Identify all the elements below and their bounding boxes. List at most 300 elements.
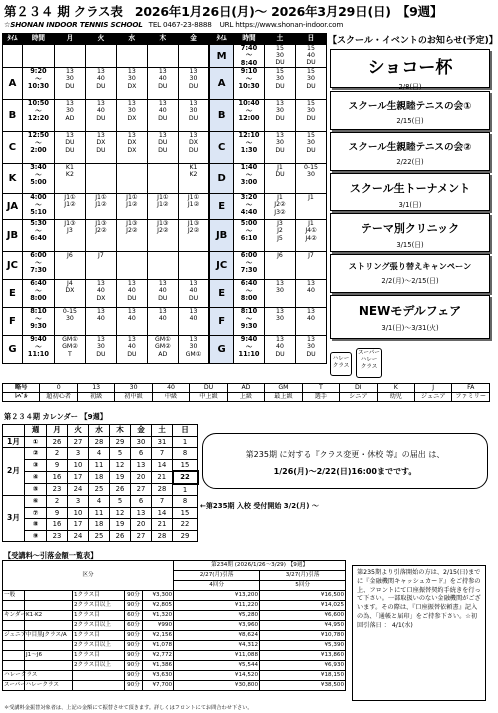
schedule-cell[interactable]: J7 xyxy=(295,252,326,280)
schedule-time-code: G xyxy=(209,336,233,364)
legend-code: GM xyxy=(265,384,302,393)
calendar-day: 1 xyxy=(173,484,198,496)
schedule-header-cell: 金 xyxy=(178,34,209,45)
news-item[interactable] xyxy=(330,295,490,339)
school-name xyxy=(4,20,343,29)
schedule-row xyxy=(3,68,327,100)
schedule-cell[interactable]: 15 30 DU xyxy=(264,68,295,100)
schedule-header-cell: ﾀｲﾑ xyxy=(209,34,233,45)
calendar-day: 8 xyxy=(173,496,198,508)
fee-cell: ¥3,300 xyxy=(143,591,174,601)
fee-cell: 60分 xyxy=(125,611,143,621)
schedule-time-code: F xyxy=(209,308,233,336)
legend-level: 上級 xyxy=(227,393,264,402)
calendar-day: 26 xyxy=(110,530,131,542)
fee-cell: ¥11,220 xyxy=(174,601,260,611)
fee-cell: ¥6,930 xyxy=(260,661,346,671)
schedule-cell[interactable] xyxy=(116,164,147,194)
super-halley-class-badge: スーパー ハレー クラス xyxy=(356,348,382,378)
schedule-cell[interactable]: J1① J1② xyxy=(85,194,116,220)
change-notice xyxy=(202,433,488,489)
fee-row xyxy=(3,641,346,651)
schedule-cell[interactable]: J1 J4① J4② xyxy=(295,220,326,252)
legend-code: K xyxy=(377,384,414,393)
schedule-header-cell: 時間 xyxy=(22,34,54,45)
calendar-day: 27 xyxy=(131,484,152,496)
schedule-cell[interactable]: 13 40 xyxy=(295,308,326,336)
entry-note: ←第235期 入校 受付開始 3/2(月) ～ xyxy=(200,502,319,510)
calendar-header-cell: 水 xyxy=(89,425,110,437)
schedule-header-row xyxy=(3,34,327,45)
schedule-header-cell: 木 xyxy=(147,34,178,45)
schedule-time: 8:10 ～ 9:30 xyxy=(234,308,265,336)
schedule-row xyxy=(3,194,327,220)
legend-level: 中級 xyxy=(152,393,189,402)
schedule-time: 9:40 ～ 11:10 xyxy=(22,336,54,364)
calendar-header-cell: 週 xyxy=(25,425,47,437)
news-item-title: テーマ別クリニック xyxy=(360,222,460,235)
fee-cell xyxy=(25,641,73,651)
schedule-cell[interactable] xyxy=(85,164,116,194)
news-item-title: スクール生親睦テニスの会② xyxy=(348,142,472,153)
news-item-title: スクール生親睦テニスの会① xyxy=(348,101,472,112)
schedule-cell[interactable]: 13 DU DU xyxy=(147,132,178,164)
schedule-cell[interactable]: 13 30 DU xyxy=(264,132,295,164)
fee-cell: 2クラス目以上 xyxy=(73,661,125,671)
schedule-cell[interactable]: K1 K2 xyxy=(54,164,85,194)
schedule-time-code: E xyxy=(3,280,23,308)
schedule-row xyxy=(3,45,327,68)
news-item-date: 2/22(日) xyxy=(396,158,424,166)
schedule-time-code: E xyxy=(209,280,233,308)
legend-code: DI xyxy=(340,384,377,393)
fee-cell: ¥8,624 xyxy=(174,631,260,641)
schedule-cell[interactable]: J4 DX xyxy=(54,280,85,308)
schedule-cell[interactable]: 13 40 DU xyxy=(264,336,295,364)
fee-row xyxy=(3,631,346,641)
schedule-cell[interactable]: 15 30 DU xyxy=(264,45,295,68)
fee-cell: ジュニア xyxy=(3,631,25,641)
calendar-header-cell: 日 xyxy=(173,425,198,437)
schedule-cell[interactable] xyxy=(54,45,85,68)
fee-cell: ¥18,150 xyxy=(260,671,346,681)
fee-row xyxy=(3,661,346,671)
schedule-cell[interactable]: 0-15 30 xyxy=(295,164,326,194)
calendar-day: 30 xyxy=(131,436,152,448)
fee-month-1: 2/27(月)引落 xyxy=(174,571,260,581)
legend-level: 初中級 xyxy=(115,393,152,402)
fee-row xyxy=(3,671,346,681)
calendar-day: 11 xyxy=(89,507,110,519)
fee-cell: ¥990 xyxy=(143,621,174,631)
fee-cell: ¥3,630 xyxy=(143,671,174,681)
fee-cell: 2クラス目以上 xyxy=(73,641,125,651)
calendar-day: 12 xyxy=(110,459,131,471)
fee-cell xyxy=(73,671,125,681)
fee-cell: ¥14,520 xyxy=(174,671,260,681)
fee-cell: ¥16,500 xyxy=(260,591,346,601)
schedule-cell[interactable]: 13 30 DX xyxy=(116,100,147,132)
news-item-date: 3/1(日) xyxy=(398,201,422,209)
schedule-time-code: A xyxy=(3,68,23,100)
fee-cell: J1～J6 xyxy=(25,651,73,661)
fee-cell: ¥1,320 xyxy=(143,611,174,621)
schedule-cell[interactable] xyxy=(116,45,147,68)
calendar-row xyxy=(3,507,198,519)
calendar-day: 6 xyxy=(131,448,152,460)
schedule-time: 3:40 ～ 5:00 xyxy=(22,164,54,194)
fee-cell: 1クラス目 xyxy=(73,631,125,641)
schedule-cell[interactable]: 13 40 xyxy=(295,280,326,308)
news-header: 【スクール・イベントのお知らせ(予定)】 xyxy=(328,36,498,46)
calendar-day: 18 xyxy=(89,471,110,484)
schedule-time: 3:20 ～ 4:40 xyxy=(234,194,265,220)
schedule-cell[interactable]: J1① J1② xyxy=(178,194,209,220)
fee-period: 第234期 (2026/1/26～3/29) 【9週】 xyxy=(174,561,346,571)
schedule-cell[interactable]: 13 30 xyxy=(264,280,295,308)
calendar-day: 2 xyxy=(47,496,68,508)
notice-line-2: 1/26(月)～2/22(日)16:00までです。 xyxy=(273,467,417,476)
fee-row xyxy=(3,681,346,691)
calendar-week: ② xyxy=(25,448,47,460)
calendar-day: 15 xyxy=(173,459,198,471)
schedule-time: 1:40 ～ 3:00 xyxy=(234,164,265,194)
legend-code: 30 xyxy=(115,384,152,393)
schedule-time-code: JA xyxy=(3,194,23,220)
schedule-cell[interactable]: 13 40 DU xyxy=(116,336,147,364)
calendar-week: ⑤ xyxy=(25,484,47,496)
legend-level: 初級 xyxy=(77,393,114,402)
calendar-day: 25 xyxy=(89,484,110,496)
calendar-day: 5 xyxy=(110,496,131,508)
fee-cell: 1クラス目 xyxy=(73,591,125,601)
schedule-cell[interactable]: 13 40 DU xyxy=(178,280,209,308)
schedule-cell[interactable]: GM① GM② T xyxy=(54,336,85,364)
calendar-week: ⑨ xyxy=(25,530,47,542)
news-item[interactable] xyxy=(330,173,490,211)
fee-cell: 90分 xyxy=(125,631,143,641)
calendar-day: 18 xyxy=(89,519,110,531)
schedule-cell[interactable]: 13 30 DU xyxy=(54,68,85,100)
calendar-day: 21 xyxy=(152,519,173,531)
legend-level: 選手 xyxy=(302,393,339,402)
fee-month-2: 3/27(月)引落 xyxy=(260,571,346,581)
calendar-header-cell: 月 xyxy=(47,425,68,437)
schedule-row xyxy=(3,308,327,336)
schedule-cell[interactable]: 15 30 DU xyxy=(295,68,326,100)
schedule-cell[interactable]: 13 40 DU xyxy=(85,100,116,132)
schedule-cell[interactable]: 13 30 GM① xyxy=(178,336,209,364)
calendar-day: 28 xyxy=(89,436,110,448)
schedule-cell[interactable]: J1 xyxy=(295,194,326,220)
fee-cell xyxy=(3,601,25,611)
schedule-cell[interactable]: 13 30 DU xyxy=(295,336,326,364)
schedule-cell[interactable] xyxy=(116,252,147,280)
schedule-cell[interactable]: J1③ J2② xyxy=(85,220,116,252)
schedule-time-code: F xyxy=(3,308,23,336)
fee-cell: 90分 xyxy=(125,661,143,671)
legend-level: 最上級 xyxy=(265,393,302,402)
legend-code: 40 xyxy=(152,384,189,393)
schedule-cell[interactable]: 13 DX DX xyxy=(116,132,147,164)
fee-cell: ¥1,386 xyxy=(143,661,174,671)
schedule-time-code xyxy=(3,45,23,68)
fee-cell: 1クラス目 xyxy=(73,611,125,621)
schedule-cell[interactable] xyxy=(178,45,209,68)
calendar-day: 26 xyxy=(47,436,68,448)
schedule-cell[interactable]: 13 40 DU xyxy=(147,68,178,100)
schedule-cell[interactable]: 13 DX DU xyxy=(85,132,116,164)
fee-cell: ¥38,500 xyxy=(260,681,346,691)
schedule-time: 6:00 ～ 7:30 xyxy=(22,252,54,280)
calendar-day: 4 xyxy=(89,448,110,460)
schedule-cell[interactable]: J1① J1② xyxy=(54,194,85,220)
schedule-row xyxy=(3,100,327,132)
calendar-day: 5 xyxy=(110,448,131,460)
calendar-day: 16 xyxy=(47,471,68,484)
schedule-cell[interactable]: 13 40 xyxy=(178,308,209,336)
schedule-cell[interactable]: 13 40 DX xyxy=(85,280,116,308)
legend-levels-row xyxy=(3,393,490,402)
fee-cell xyxy=(73,681,125,691)
fee-period-row xyxy=(3,561,346,571)
schedule-cell[interactable]: 13 40 xyxy=(116,308,147,336)
news-item[interactable] xyxy=(330,49,490,91)
school-tel: TEL 0467-23-8888 xyxy=(148,20,212,29)
schedule-row xyxy=(3,336,327,364)
page-title: 第２３４ 期 クラス表 2026年1月26日(月)～ 2026年3月29日(日) 【9週】 xyxy=(4,4,443,19)
fee-cell: 90分 xyxy=(125,641,143,651)
fee-cell: 2クラス目以上 xyxy=(73,621,125,631)
schedule-cell[interactable]: J1 DU xyxy=(264,164,295,194)
schedule-cell[interactable]: J3 J2 J5 xyxy=(264,220,295,252)
schedule-cell[interactable]: 13 40 DU xyxy=(85,68,116,100)
school-label: ☆SHONAN INDOOR TENNIS SCHOOL xyxy=(4,20,143,29)
schedule-cell[interactable]: J6 xyxy=(264,252,295,280)
calendar-day: 23 xyxy=(47,484,68,496)
schedule-cell[interactable] xyxy=(147,164,178,194)
schedule-cell[interactable]: 13 30 DX xyxy=(116,68,147,100)
schedule-time-code: C xyxy=(209,132,233,164)
calendar-day: 25 xyxy=(89,530,110,542)
fee-cell: ¥7,700 xyxy=(143,681,174,691)
fee-cell: ¥6,600 xyxy=(260,611,346,621)
calendar-day: 28 xyxy=(152,530,173,542)
fee-cell: ¥10,780 xyxy=(260,631,346,641)
schedule-cell[interactable]: 13 30 DU xyxy=(178,100,209,132)
schedule-cell[interactable]: J1③ J2② xyxy=(147,220,178,252)
fee-cell: 90分 xyxy=(125,651,143,661)
schedule-cell[interactable] xyxy=(147,252,178,280)
schedule-cell[interactable]: 13 30 xyxy=(264,308,295,336)
calendar-day: 10 xyxy=(68,459,89,471)
calendar-day: 28 xyxy=(152,484,173,496)
calendar-row xyxy=(3,471,198,484)
calendar-row xyxy=(3,484,198,496)
calendar-row xyxy=(3,448,198,460)
fee-cell xyxy=(25,661,73,671)
fee-cell: 60分 xyxy=(125,621,143,631)
calendar-month: 1月 xyxy=(3,436,25,448)
schedule-cell[interactable]: K1 K2 xyxy=(178,164,209,194)
schedule-cell[interactable]: J1③ J3 xyxy=(54,220,85,252)
calendar-row xyxy=(3,519,198,531)
schedule-header-cell: 月 xyxy=(54,34,85,45)
schedule-cell[interactable]: GM① GM② AD xyxy=(147,336,178,364)
news-item-date: 2/8(日) xyxy=(398,83,422,91)
calendar-week: ④ xyxy=(25,471,47,484)
calendar-day: 26 xyxy=(110,484,131,496)
fee-cell: ¥5,280 xyxy=(174,611,260,621)
legend-level: ファミリー xyxy=(452,393,490,402)
schedule-cell[interactable]: 13 40 xyxy=(85,308,116,336)
schedule-cell[interactable]: 13 40 DU xyxy=(116,280,147,308)
schedule-cell[interactable]: J1① J1② xyxy=(147,194,178,220)
calendar-day: 9 xyxy=(47,459,68,471)
schedule-cell[interactable]: J1③ J2② xyxy=(116,220,147,252)
legend-level: 超初心者 xyxy=(40,393,77,402)
fee-cell: ¥2,156 xyxy=(143,631,174,641)
schedule-cell[interactable]: 13 30 DU xyxy=(85,336,116,364)
fee-cell: ¥5,390 xyxy=(260,641,346,651)
calendar-week: ⑧ xyxy=(25,519,47,531)
schedule-time-code: C xyxy=(3,132,23,164)
calendar-day: 2 xyxy=(47,448,68,460)
calendar-title: 第２３４期 カレンダー 【9週】 xyxy=(4,412,107,421)
fee-cell: スーパーハレークラス xyxy=(3,681,25,691)
calendar-day: 24 xyxy=(68,530,89,542)
schedule-cell[interactable]: 13 DU DU xyxy=(54,132,85,164)
schedule-cell[interactable]: 0-15 30 xyxy=(54,308,85,336)
fee-cell: ハレークラス xyxy=(3,671,25,681)
schedule-time-code: M xyxy=(209,45,233,68)
fee-cell: 中目黒Jクラス/A xyxy=(25,631,73,641)
calendar-day: 6 xyxy=(131,496,152,508)
legend-level: 中上級 xyxy=(190,393,227,402)
calendar-day: 29 xyxy=(110,436,131,448)
schedule-cell[interactable]: 15 30 DU xyxy=(295,132,326,164)
news-item-date: 3/15(日) xyxy=(396,241,424,249)
halley-class-badge: ハレー クラス xyxy=(330,352,352,376)
calendar-day: 16 xyxy=(47,519,68,531)
schedule-time: 9:20 ～ 10:30 xyxy=(22,68,54,100)
schedule-time: 6:40 ～ 8:00 xyxy=(22,280,54,308)
schedule-time: 5:30 ～ 6:40 xyxy=(22,220,54,252)
legend-code: T xyxy=(302,384,339,393)
schedule-cell[interactable]: J6 xyxy=(54,252,85,280)
schedule-time: 12:10 ～ 1:30 xyxy=(234,132,265,164)
fee-row xyxy=(3,651,346,661)
calendar-day: 7 xyxy=(152,448,173,460)
fee-row xyxy=(3,591,346,601)
schedule-cell[interactable] xyxy=(85,45,116,68)
schedule-time xyxy=(22,45,54,68)
calendar-day: 8 xyxy=(173,448,198,460)
schedule-cell[interactable]: 13 40 DU xyxy=(147,100,178,132)
news-item-date: 2/2(月)～2/15(日) xyxy=(381,277,439,285)
fee-cell: K1·K2 xyxy=(25,611,73,621)
schedule-cell[interactable]: J1③ J2② xyxy=(178,220,209,252)
schedule-header-cell: 水 xyxy=(116,34,147,45)
schedule-header-cell: 日 xyxy=(295,34,326,45)
news-item-title: NEWモデルフェア xyxy=(358,304,462,318)
fee-cell: 90分 xyxy=(125,591,143,601)
calendar-day: 10 xyxy=(68,507,89,519)
fee-cell: ¥5,544 xyxy=(174,661,260,671)
schedule-header-cell: 時間 xyxy=(234,34,265,45)
schedule-time: 9:40 ～ 11:10 xyxy=(234,336,265,364)
news-item[interactable] xyxy=(330,132,490,171)
fee-cell xyxy=(25,621,73,631)
schedule-cell[interactable]: 15 30 DU xyxy=(295,100,326,132)
news-item[interactable] xyxy=(330,213,490,252)
news-item-date: 2/15(日) xyxy=(396,117,424,125)
calendar-day: 12 xyxy=(110,507,131,519)
schedule-row xyxy=(3,220,327,252)
schedule-header-cell: 土 xyxy=(264,34,295,45)
fee-count-1: 4回分 xyxy=(174,581,260,591)
schedule-cell[interactable]: 13 40 DU xyxy=(147,280,178,308)
calendar-day: 23 xyxy=(47,530,68,542)
calendar-day: 11 xyxy=(89,459,110,471)
schedule-time-code: JC xyxy=(209,252,233,280)
fee-cell: ¥4,950 xyxy=(260,621,346,631)
class-schedule-table xyxy=(2,33,327,364)
schedule-row xyxy=(3,252,327,280)
calendar-day: 4 xyxy=(89,496,110,508)
fee-cell: ¥13,860 xyxy=(260,651,346,661)
calendar-day: 24 xyxy=(68,484,89,496)
calendar-day: 17 xyxy=(68,471,89,484)
schedule-time: 7:40 ～ 8:40 xyxy=(234,45,265,68)
schedule-cell[interactable] xyxy=(178,252,209,280)
legend-code: 0 xyxy=(40,384,77,393)
school-url[interactable]: URL https://www.shonan-indoor.com xyxy=(219,20,344,29)
calendar-header-cell xyxy=(3,425,25,437)
legend-code: DU xyxy=(190,384,227,393)
schedule-cell[interactable]: 13 DX DU xyxy=(178,132,209,164)
schedule-time-code: E xyxy=(209,194,233,220)
calendar-row xyxy=(3,530,198,542)
schedule-cell[interactable]: J1① J1② xyxy=(116,194,147,220)
schedule-time-code: JB xyxy=(209,220,233,252)
calendar-header-cell: 火 xyxy=(68,425,89,437)
calendar-row xyxy=(3,436,198,448)
schedule-cell[interactable]: 13 30 DU xyxy=(178,68,209,100)
news-item[interactable] xyxy=(330,91,490,130)
fee-cell xyxy=(3,661,25,671)
calendar-day: 31 xyxy=(152,436,173,448)
calendar-day: 3 xyxy=(68,448,89,460)
calendar-row xyxy=(3,459,198,471)
schedule-cell[interactable]: 15 40 DU xyxy=(295,45,326,68)
schedule-time-code: K xyxy=(3,164,23,194)
calendar-day: 3 xyxy=(68,496,89,508)
schedule-time-code: JC xyxy=(3,252,23,280)
schedule-cell[interactable]: J1 J2② J3② xyxy=(264,194,295,220)
calendar-header-cell: 土 xyxy=(152,425,173,437)
schedule-cell[interactable]: 13 30 AD xyxy=(54,100,85,132)
news-item[interactable] xyxy=(330,254,490,293)
schedule-cell[interactable]: 13 30 DU xyxy=(264,100,295,132)
notice-line-1: 第235期 に対する『クラス変更・休校 等』の届出 は、 xyxy=(245,450,445,459)
calendar-table xyxy=(2,424,199,542)
schedule-cell[interactable]: 13 40 xyxy=(147,308,178,336)
fee-cell: 一般 xyxy=(3,591,25,601)
fee-cell: ¥13,200 xyxy=(174,591,260,601)
schedule-cell[interactable]: J7 xyxy=(85,252,116,280)
schedule-cell[interactable] xyxy=(147,45,178,68)
